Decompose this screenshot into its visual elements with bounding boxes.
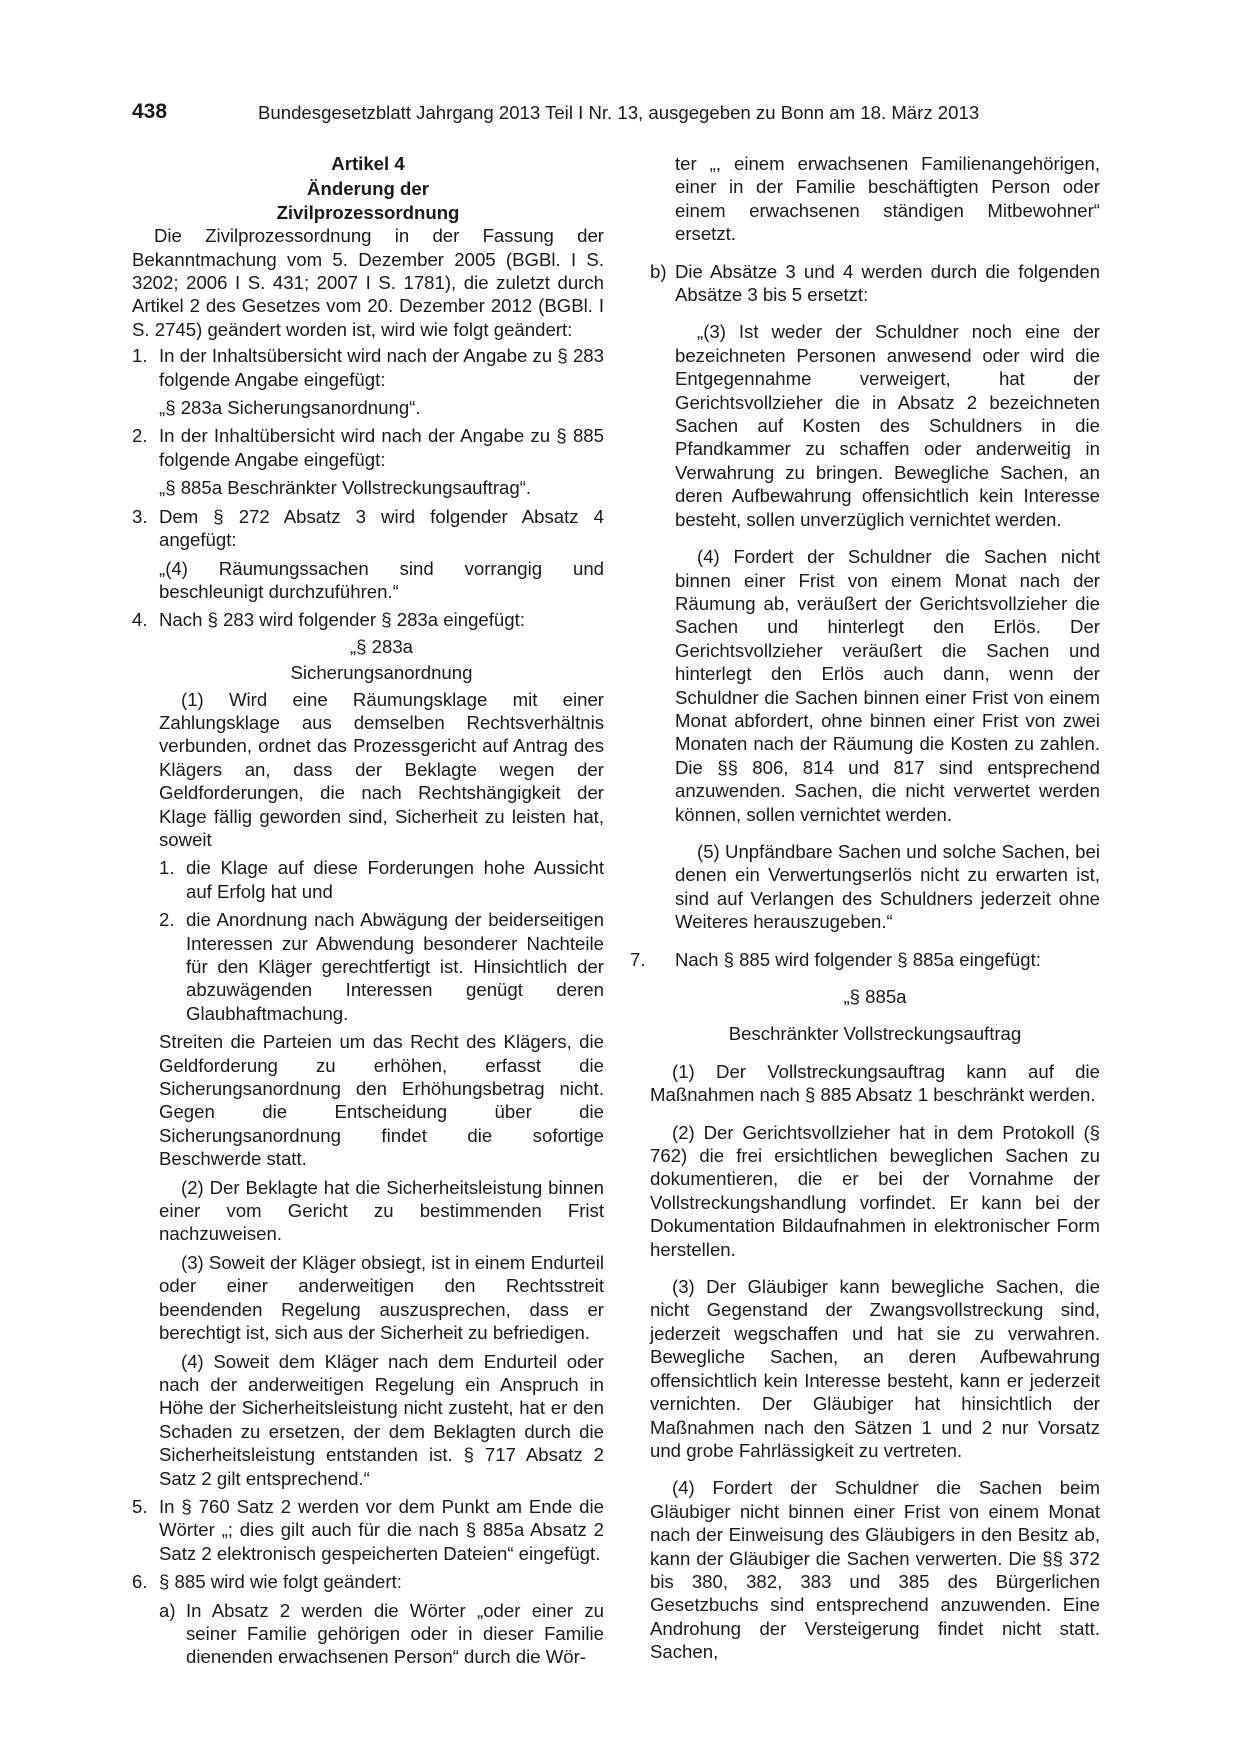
sub-item-1 [132, 856, 604, 903]
sub-item-b [650, 260, 1100, 307]
list-item-5 [132, 1495, 604, 1565]
list-number: 7. [630, 948, 646, 970]
list-number: 2. [132, 425, 148, 447]
page-number: 438 [132, 100, 168, 123]
gazette-title: Bundesgesetzblatt Jahrgang 2013 Teil I Nr. 13, ausgegeben zu Bonn am 18. März 2013 [258, 102, 980, 123]
list-number: 3. [132, 505, 148, 527]
list-number: 1. [132, 345, 148, 367]
quoted-paragraph-4: (4) Fordert der Schuldner die Sachen nicht binnen einer Frist von einem Monat nach der Räumung ab, veräußert der Gerichtsvollzieher die Sachen und hinterlegt den Erlös. Der Gerichtsvollzieher veräußert die Sachen und hinterlegt den Erlös auch dann, wenn der Schuldner die Sachen binnen einer Frist von einem Monat abfordert, ohne binnen einer Frist von zwei Monaten nach der Räumung die Kosten zu zahlen. Die §§ 806, 814 und 817 sind entsprechend anzuwenden. Sachen, die nicht verwertet werden können, sollen vernichtet werden. [675, 546, 1100, 825]
paragraph-885a-2: (2) Der Gerichtsvollzieher hat in dem Protokoll (§ 762) die frei ersichtlichen beweglichen Sachen zu dokumentieren, die er bei der Vornahme der Vollstreckungshandlung vorfindet. Er kann bei der Dokumentation Bildaufnahmen in elektronischer Form herstellen. [650, 1121, 1100, 1260]
quoted-entry: „§ 885a Beschränkter Vollstreckungsauftrag“. [159, 477, 532, 499]
left-column [132, 152, 604, 1669]
sub-item-a [132, 1599, 604, 1669]
list-text: Die Absätze 3 und 4 werden durch die folgenden Absätze 3 bis 5 ersetzt: [675, 260, 1100, 306]
right-column [630, 152, 1100, 1664]
paragraph-2: (2) Der Beklagte hat die Sicherheitsleistung binnen einer vom Gericht zu bestimmenden Frist nachzuweisen. [159, 1176, 604, 1245]
article-title-line2: Zivilprozessordnung [276, 201, 460, 223]
list-number: 4. [132, 609, 148, 631]
list-text: In § 760 Satz 2 werden vor dem Punkt am Ende die Wörter „; dies gilt auch für die nach § 885a Absatz 2 Satz 2 elektronisch gespeicherten Dateien“ eingefügt. [159, 1495, 604, 1564]
quoted-entry: „§ 283a Sicherungsanordnung“. [159, 397, 421, 419]
list-item-2 [132, 424, 604, 471]
section-number: „§ 283a [349, 635, 414, 657]
quoted-entry: „(4) Räumungssachen sind vorrangig und beschleunigt durchzuführen.“ [159, 557, 604, 602]
list-letter: b) [650, 260, 667, 282]
list-item-6 [132, 1570, 604, 1593]
list-text: Dem § 272 Absatz 3 wird folgender Absatz 4 angefügt: [159, 505, 604, 551]
list-text: § 885 wird wie folgt geändert: [159, 1571, 402, 1593]
list-text: Nach § 885 wird folgender § 885a eingefügt: [675, 948, 1041, 970]
paragraph-885a-3: (3) Der Gläubiger kann bewegliche Sachen, die nicht Gegenstand der Zwangsvollstreckung sind, jederzeit wegschaffen und hat sie zu verwahren. Bewegliche Sachen, an deren Aufbewahrung offensichtlich kein Interesse besteht, kann er jederzeit vernichten. Der Gläubiger hat hinsichtlich der Maßnahmen nach den Sätzen 1 und 2 nur Vorsatz und grobe Fahrlässigkeit zu vertreten. [650, 1276, 1100, 1461]
list-number: 2. [159, 909, 175, 931]
list-item-3 [132, 505, 604, 552]
list-text: In der Inhaltsübersicht wird nach der Angabe zu § 283 folgende Angabe eingefügt: [159, 345, 604, 390]
paragraph-885a-1: (1) Der Vollstreckungsauftrag kann auf die Maßnahmen nach § 885 Absatz 1 beschränkt werden. [650, 1060, 1100, 1106]
paragraph-885a-4: (4) Fordert der Schuldner die Sachen beim Gläubiger nicht binnen einer Frist von einem Monat nach der Einweisung des Gläubigers in den Besitz ab, kann der Gläubiger die Sachen verwerten. Die §§ 372 bis 380, 382, 383 und 385 des Bürgerlichen Gesetzbuchs sind entsprechend anzuwenden. Eine Androhung der Versteigerung findet nicht statt. Sachen, [650, 1477, 1100, 1663]
article-title-line1: Änderung der [307, 178, 429, 200]
list-number: 1. [159, 857, 175, 879]
list-letter: a) [159, 1599, 176, 1621]
section-title: Beschränkter Vollstreckungsauftrag [728, 1023, 1022, 1045]
article-heading: Artikel 4 [331, 153, 405, 174]
list-text: In Absatz 2 werden die Wörter „oder einer zu seiner Familie gehörigen oder in dieser Familie dienenden erwachsenen Person“ durch die Wör- [186, 1599, 604, 1668]
quoted-paragraph-5: (5) Unpfändbare Sachen und solche Sachen, bei denen ein Verwertungserlös nicht zu erwarten ist, sind auf Verlangen des Schuldners jederzeit ohne Weiteres herauszugeben.“ [675, 840, 1100, 933]
paragraph-3: (3) Soweit der Kläger obsiegt, ist in einem Endurteil oder einer anderweitigen den Rechtsstreit beendenden Regelung auszusprechen, dass er berechtigt ist, sich aus der Sicherheit zu befriedigen. [159, 1251, 604, 1344]
list-number: 5. [132, 1495, 148, 1517]
list-text: Nach § 283 wird folgender § 283a eingefügt: [159, 609, 525, 631]
quoted-paragraph-3: „(3) Ist weder der Schuldner noch eine der bezeichneten Personen anwesend oder wird die Entgegennahme verweigert, hat der Gerichtsvollzieher die in Absatz 2 bezeichneten Sachen auf Kosten des Schuldners in die Pfandkammer zu schaffen oder anderweitig in Verwahrung zu bringen. Bewegliche Sachen, an deren Aufbewahrung offensichtlich kein Interesse besteht, sollen unverzüglich vernichtet werden. [675, 321, 1100, 530]
list-item-7 [630, 948, 1100, 971]
section-number: „§ 885a [843, 986, 907, 1007]
list-text: die Klage auf diese Forderungen hohe Aussicht auf Erfolg hat und [186, 857, 604, 902]
list-text: die Anordnung nach Abwägung der beiderseitigen Interessen zur Abwendung besonderer Nachteile für den Kläger gerechtfertigt ist. Hinsichtlich der abzuwägenden Interessen genügt deren Glaubhaftmachung. [186, 909, 604, 1024]
section-title: Sicherungsanordnung [290, 662, 473, 684]
list-item-1 [132, 344, 604, 391]
article-intro: Die Zivilprozessordnung in der Fassung der Bekanntmachung vom 5. Dezember 2005 (BGBl. I S. 3202; 2006 I S. 431; 2007 I S. 1781), die zuletzt durch Artikel 2 des Gesetzes vom 20. Dezember 2012 (BGBl. I S. 2745) geändert worden ist, wird wie folgt geändert: [132, 225, 604, 340]
paragraph-1-tail: Streiten die Parteien um das Recht des Klägers, die Geldforderung zu erhöhen, erfasst die Sicherungsanordnung den Erhöhungsbetrag nicht. Gegen die Entscheidung über die Sicherungsanordnung findet die sofortige Beschwerde statt. [159, 1031, 604, 1170]
list-number: 6. [132, 1571, 148, 1593]
sub-item-2 [132, 908, 604, 1025]
paragraph-4: (4) Soweit dem Kläger nach dem Endurteil oder nach der anderweitigen Regelung ein Anspruch in Höhe der Sicherheitsleistung nicht zusteht, hat er den Schaden zu ersetzen, der dem Beklagten durch die Sicherheitsleistung entstanden ist. § 717 Absatz 2 Satz 2 gilt entsprechend.“ [159, 1350, 604, 1489]
list-text: In der Inhaltübersicht wird nach der Angabe zu § 885 folgende Angabe eingefügt: [159, 425, 604, 470]
continued-text: ter „, einem erwachsenen Familienangehörigen, einer in der Familie beschäftigten Person oder einem erwachsenen ständigen Mitbewohner“ ersetzt. [675, 153, 1100, 245]
paragraph-1: (1) Wird eine Räumungsklage mit einer Zahlungsklage aus demselben Rechtsverhältnis verbunden, ordnet das Prozessgericht auf Antrag des Klägers an, dass der Beklagte wegen der Geldforderungen, die nach Rechtshängigkeit der Klage fällig geworden sind, Sicherheit zu leisten hat, soweit [159, 688, 604, 850]
list-item-4 [132, 608, 604, 631]
